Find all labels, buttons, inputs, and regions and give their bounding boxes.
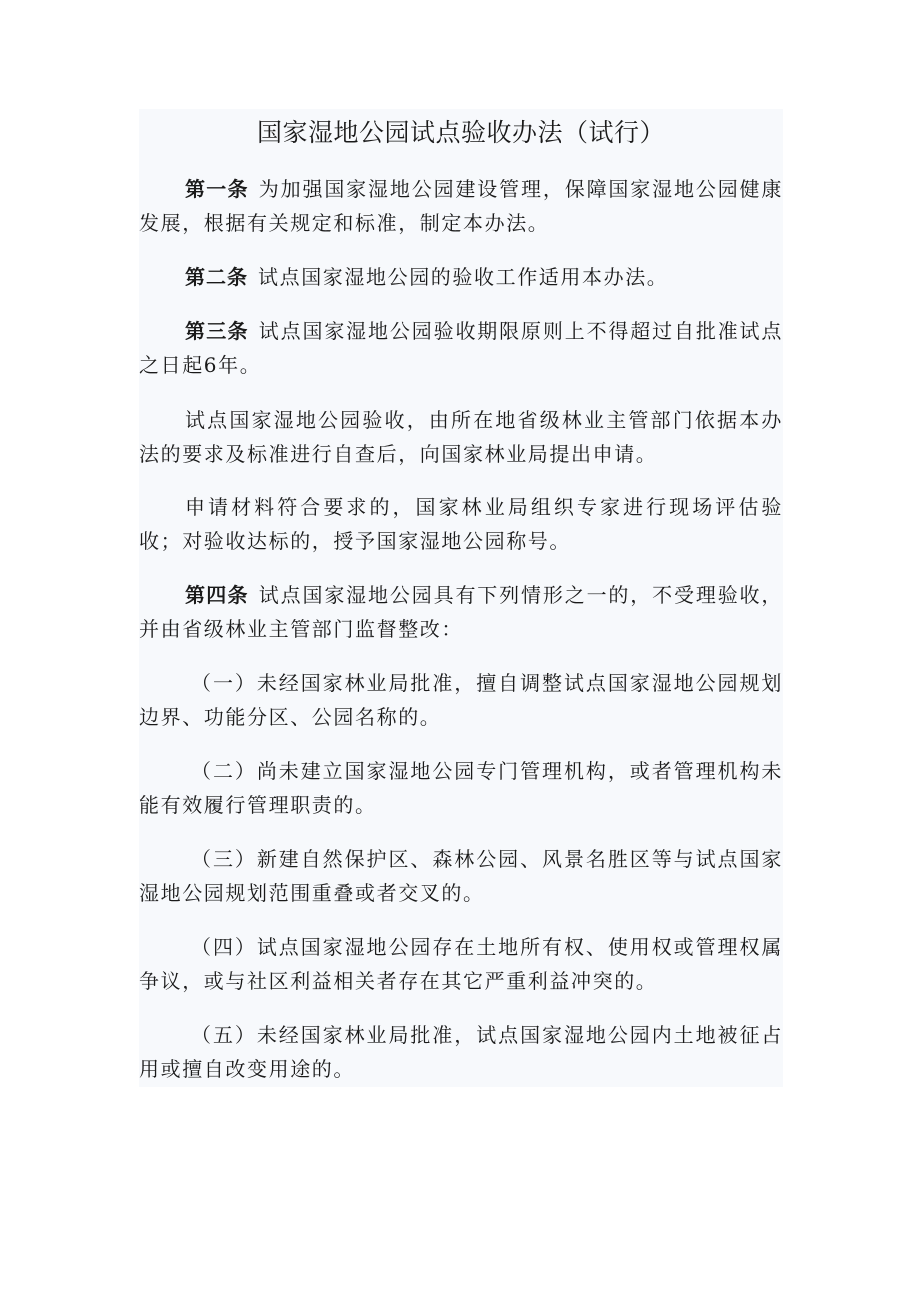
article-lead: 第一条 [185, 177, 249, 201]
article-lead: 第二条 [185, 265, 248, 289]
article-lead: 第三条 [185, 319, 249, 343]
list-item [139, 666, 783, 734]
article-4 [139, 578, 783, 646]
article-lead: 第四条 [185, 583, 249, 607]
list-item [139, 930, 783, 998]
article-text: 为加强国家湿地公园建设管理，保障国家湿地公园健康发展，根据有关规定和标准，制定本办法。 [139, 177, 783, 235]
article-text: 试点国家湿地公园验收期限原则上不得超过自批准试点之日起6年。 [139, 319, 783, 377]
paragraph-text: 申请材料符合要求的，国家林业局组织专家进行现场评估验收；对验收达标的，授予国家湿地公园称号。 [139, 495, 783, 553]
article-1 [139, 172, 783, 240]
list-item-text: （五）未经国家林业局批准，试点国家湿地公园内土地被征占用或擅自改变用途的。 [139, 1023, 783, 1081]
list-item [139, 1018, 783, 1086]
list-item [139, 842, 783, 910]
article-3 [139, 314, 783, 382]
paragraph-text: 试点国家湿地公园验收，由所在地省级林业主管部门依据本办法的要求及标准进行自查后，向国家林业局提出申请。 [139, 408, 783, 466]
paragraph [139, 403, 783, 471]
list-item-text: （三）新建自然保护区、森林公园、风景名胜区等与试点国家湿地公园规划范围重叠或者交叉的。 [139, 847, 783, 905]
article-2 [139, 260, 783, 294]
article-text: 试点国家湿地公园具有下列情形之一的，不受理验收，并由省级林业主管部门监督整改： [139, 583, 783, 641]
list-item-text: （一）未经国家林业局批准，擅自调整试点国家湿地公园规划边界、功能分区、公园名称的。 [139, 671, 783, 729]
list-item-text: （四）试点国家湿地公园存在土地所有权、使用权或管理权属争议，或与社区利益相关者存在其它严重利益冲突的。 [139, 935, 783, 993]
document-text-block [139, 109, 783, 1087]
list-item-text: （二）尚未建立国家湿地公园专门管理机构，或者管理机构未能有效履行管理职责的。 [139, 759, 783, 817]
list-item [139, 754, 783, 822]
paragraph [139, 490, 783, 558]
article-text: 试点国家湿地公园的验收工作适用本办法。 [258, 265, 669, 289]
document-title: 国家湿地公园试点验收办法（试行） [256, 118, 665, 147]
